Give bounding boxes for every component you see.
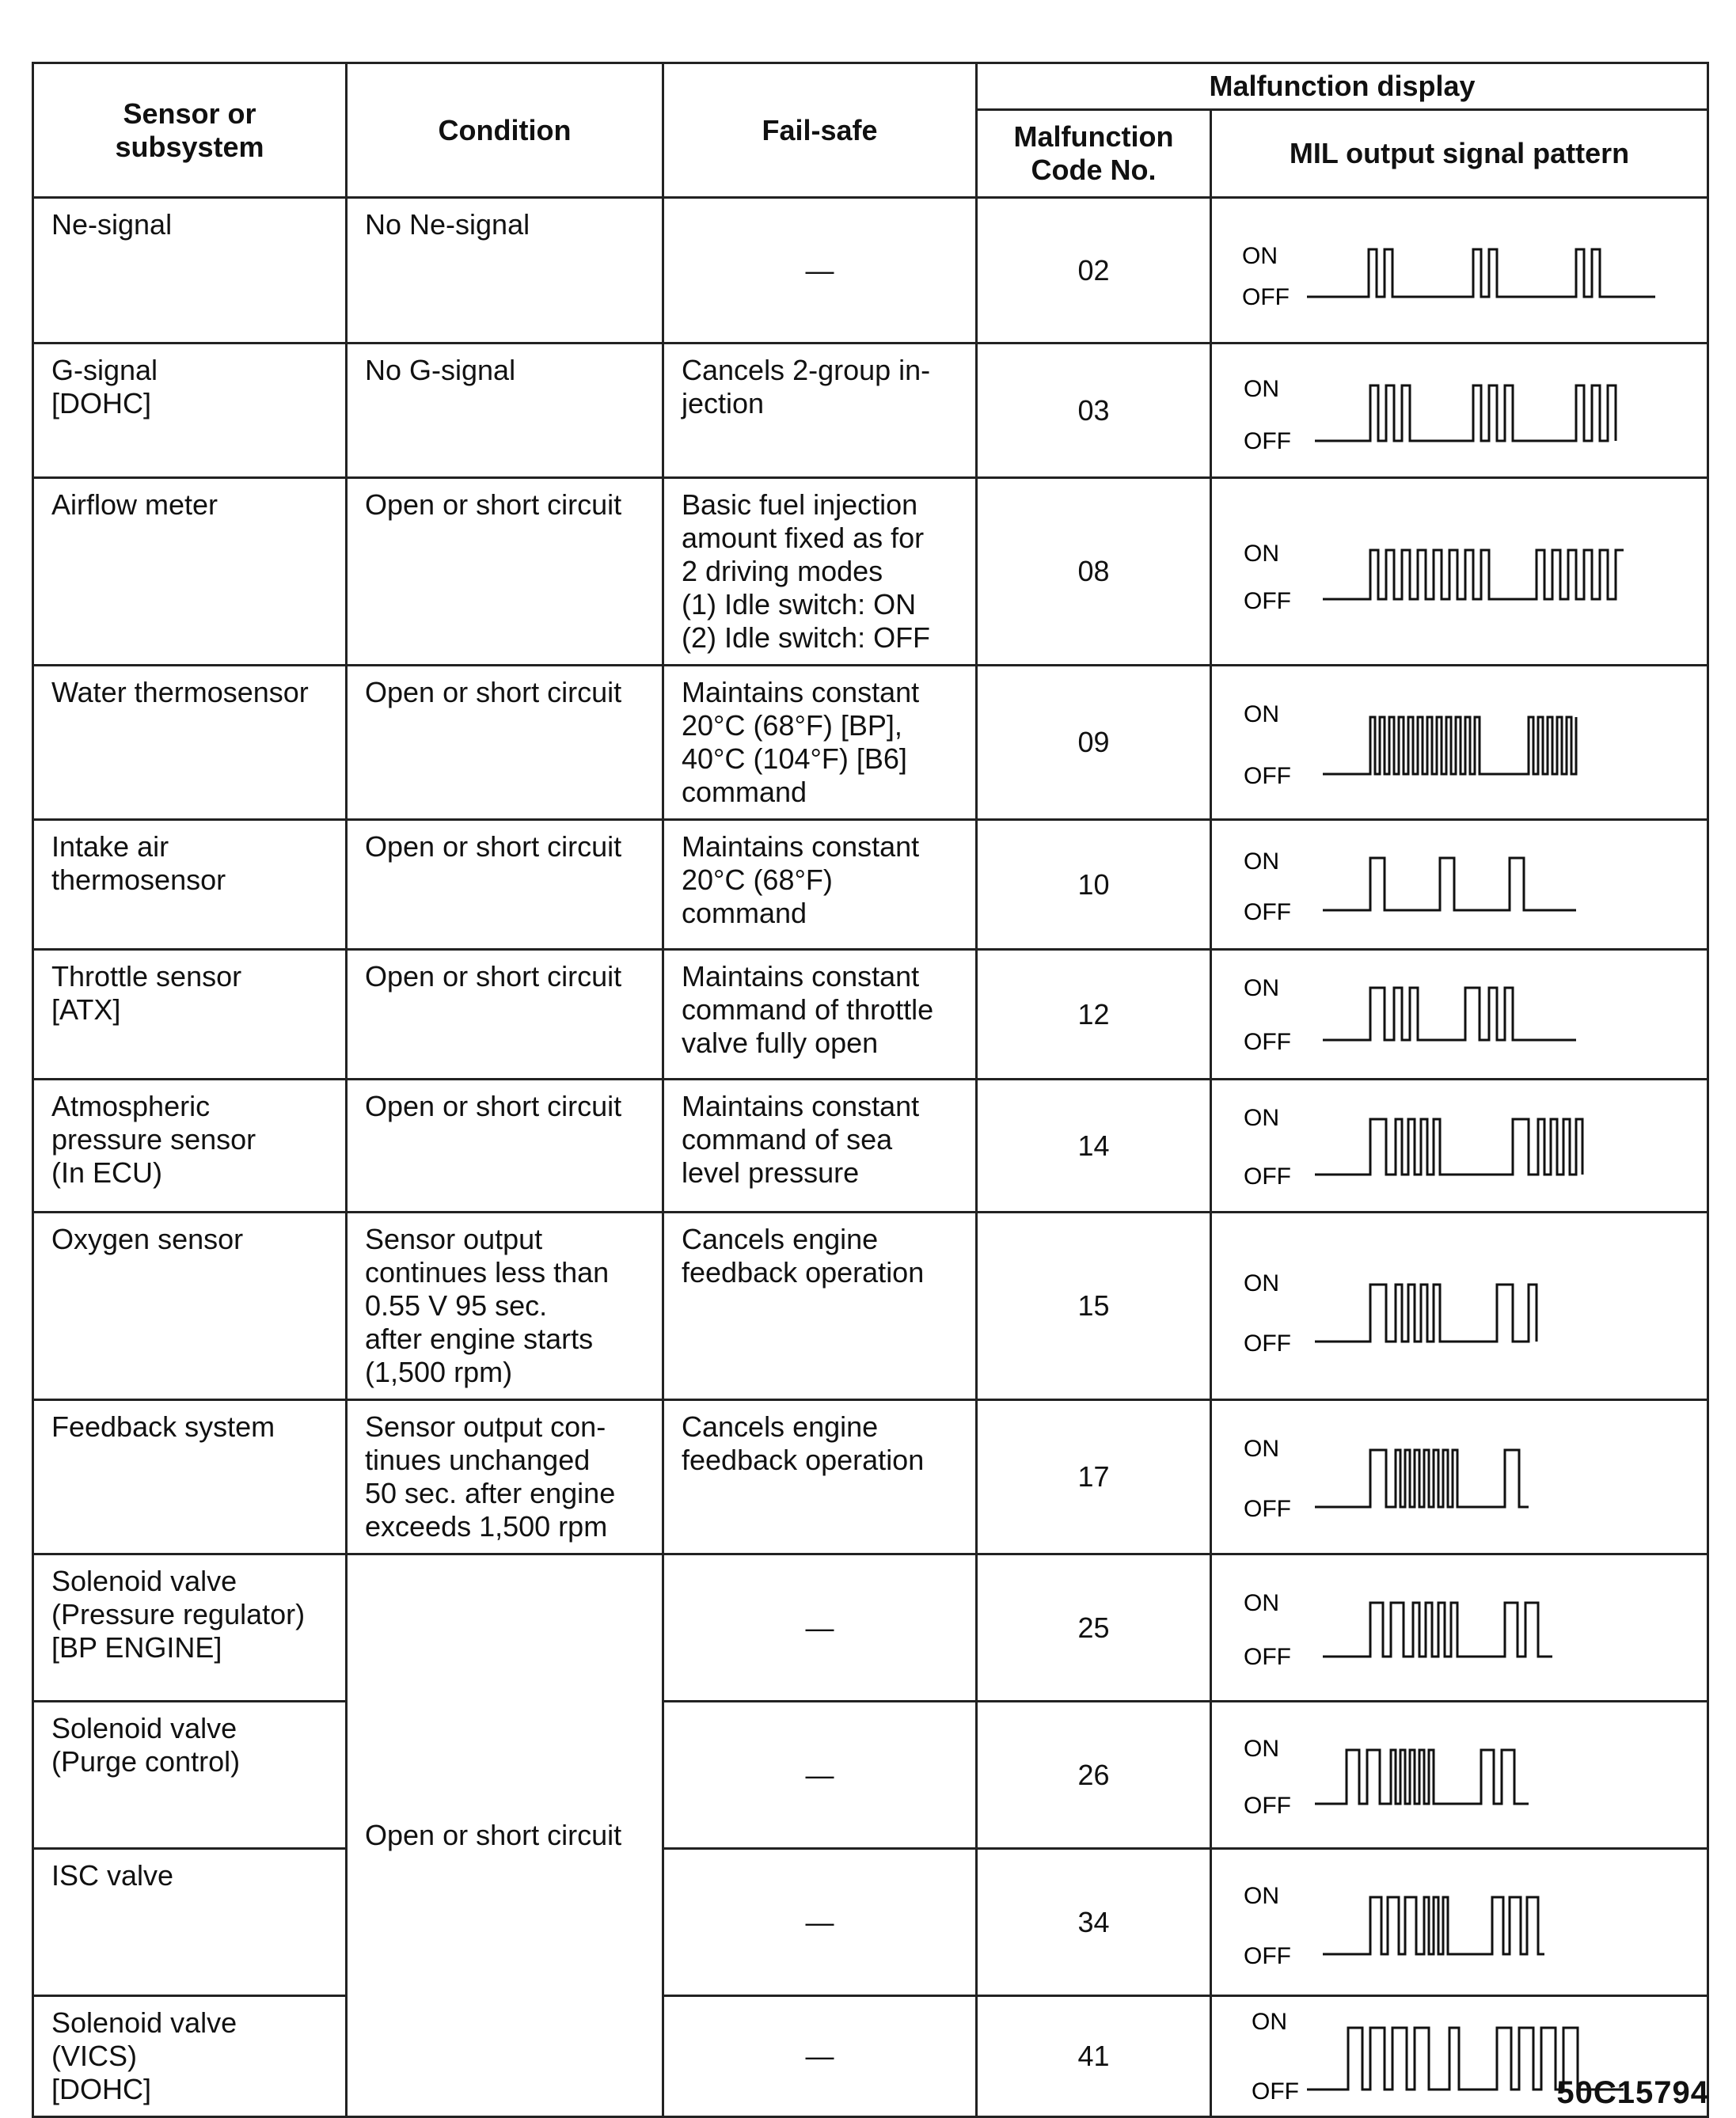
- on-label: ON: [1244, 1882, 1279, 1909]
- signal-pattern-17: [1212, 1404, 1703, 1550]
- waveform: [1323, 550, 1624, 599]
- signal-pattern-cell: [1211, 478, 1708, 666]
- on-label: ON: [1244, 1735, 1279, 1762]
- signal-pattern-cell: [1211, 1849, 1708, 1996]
- table-row: [33, 478, 1708, 666]
- signal-pattern-09: [1212, 671, 1703, 814]
- code-cell: 08: [977, 478, 1211, 666]
- malfunction-code-table: [32, 62, 1709, 2118]
- signal-pattern-cell: [1211, 1400, 1708, 1554]
- table-row: [33, 1702, 1708, 1849]
- sensor-cell: Throttle sensor [ATX]: [33, 950, 347, 1080]
- signal-pattern-cell: [1211, 1702, 1708, 1849]
- table-row: [33, 198, 1708, 344]
- off-label: OFF: [1244, 1496, 1291, 1522]
- signal-pattern-cell: [1211, 950, 1708, 1080]
- waveform: [1315, 1450, 1529, 1507]
- signal-pattern-cell: [1211, 198, 1708, 344]
- off-label: OFF: [1244, 1163, 1291, 1190]
- off-label: OFF: [1244, 1942, 1291, 1969]
- failsafe-cell: Maintains constant 20°C (68°F) command: [663, 820, 977, 950]
- failsafe-cell: Basic fuel injection amount fixed as for 2 driving modes (1) Idle switch: ON (2) Idle switch: OFF: [663, 478, 977, 666]
- signal-pattern-26: [1212, 1706, 1703, 1845]
- on-label: ON: [1244, 974, 1279, 1001]
- table-row: [33, 1554, 1708, 1702]
- waveform: [1315, 1119, 1582, 1175]
- code-cell: 15: [977, 1213, 1211, 1400]
- on-label: ON: [1242, 242, 1278, 269]
- waveform: [1315, 1750, 1529, 1804]
- condition-cell: Open or short circuit: [347, 820, 663, 950]
- condition-cell: Open or short circuit: [347, 666, 663, 820]
- sensor-cell: Airflow meter: [33, 478, 347, 666]
- sensor-cell: Water thermosensor: [33, 666, 347, 820]
- table-row: [33, 344, 1708, 478]
- on-label: ON: [1244, 541, 1279, 567]
- waveform: [1323, 1603, 1552, 1657]
- off-label: OFF: [1244, 427, 1291, 454]
- sensor-cell: Solenoid valve (Purge control): [33, 1702, 347, 1849]
- failsafe-cell: —: [663, 1849, 977, 1996]
- sensor-cell: ISC valve: [33, 1849, 347, 1996]
- header-malfunction-display: Malfunction display: [977, 63, 1708, 110]
- header-sensor: Sensor or subsystem: [33, 63, 347, 198]
- off-label: OFF: [1244, 1330, 1291, 1357]
- on-label: ON: [1244, 1270, 1279, 1296]
- condition-cell: Sensor output con- tinues unchanged 50 sec. after engine exceeds 1,500 rpm: [347, 1400, 663, 1554]
- sensor-cell: Solenoid valve (VICS) [DOHC]: [33, 1996, 347, 2117]
- header-condition: Condition: [347, 63, 663, 198]
- code-cell: 02: [977, 198, 1211, 344]
- code-cell: 41: [977, 1996, 1211, 2117]
- sensor-cell: Ne-signal: [33, 198, 347, 344]
- table-row: [33, 1080, 1708, 1213]
- table-row: [33, 1996, 1708, 2117]
- failsafe-cell: Cancels 2-group in- jection: [663, 344, 977, 478]
- condition-cell: No G-signal: [347, 344, 663, 478]
- condition-cell: Open or short circuit: [347, 950, 663, 1080]
- code-cell: 10: [977, 820, 1211, 950]
- on-label: ON: [1252, 2009, 1287, 2035]
- on-label: ON: [1244, 375, 1279, 402]
- code-cell: 14: [977, 1080, 1211, 1213]
- code-cell: 03: [977, 344, 1211, 478]
- signal-pattern-cell: [1211, 1080, 1708, 1213]
- signal-pattern-cell: [1211, 344, 1708, 478]
- failsafe-cell: —: [663, 1702, 977, 1849]
- off-label: OFF: [1244, 588, 1291, 614]
- signal-pattern-14: [1212, 1081, 1703, 1211]
- table-row: [33, 1213, 1708, 1400]
- condition-cell: Open or short circuit: [347, 478, 663, 666]
- waveform: [1315, 1285, 1537, 1342]
- off-label: OFF: [1244, 763, 1291, 789]
- waveform: [1323, 717, 1576, 774]
- signal-pattern-10: [1212, 822, 1703, 948]
- failsafe-cell: Maintains constant command of throttle valve fully open: [663, 950, 977, 1080]
- signal-pattern-03: [1212, 347, 1703, 474]
- table-row: [33, 1849, 1708, 1996]
- condition-cell: Sensor output continues less than 0.55 V 95 sec. after engine starts (1,500 rpm): [347, 1213, 663, 1400]
- failsafe-cell: —: [663, 198, 977, 344]
- waveform: [1323, 1897, 1544, 1954]
- sensor-cell: Feedback system: [33, 1400, 347, 1554]
- sensor-cell: G-signal [DOHC]: [33, 344, 347, 478]
- signal-pattern-cell: [1211, 820, 1708, 950]
- signal-pattern-cell: [1211, 1554, 1708, 1702]
- failsafe-cell: Maintains constant command of sea level pressure: [663, 1080, 977, 1213]
- signal-pattern-25: [1212, 1558, 1703, 1698]
- failsafe-cell: Maintains constant 20°C (68°F) [BP], 40°C (104°F) [B6] command: [663, 666, 977, 820]
- table-row: [33, 1400, 1708, 1554]
- code-cell: 12: [977, 950, 1211, 1080]
- on-label: ON: [1244, 1436, 1279, 1462]
- code-cell: 34: [977, 1849, 1211, 1996]
- off-label: OFF: [1244, 1028, 1291, 1055]
- condition-cell: No Ne-signal: [347, 198, 663, 344]
- sensor-cell: Oxygen sensor: [33, 1213, 347, 1400]
- code-cell: 26: [977, 1702, 1211, 1849]
- failsafe-cell: Cancels engine feedback operation: [663, 1400, 977, 1554]
- on-label: ON: [1244, 701, 1279, 727]
- signal-pattern-cell: [1211, 1213, 1708, 1400]
- code-cell: 17: [977, 1400, 1211, 1554]
- signal-pattern-cell: [1211, 666, 1708, 820]
- header-row-top: [33, 63, 1708, 110]
- sensor-cell: Intake air thermosensor: [33, 820, 347, 950]
- on-label: ON: [1244, 848, 1279, 875]
- signal-pattern-15: [1212, 1223, 1703, 1389]
- code-cell: 09: [977, 666, 1211, 820]
- sensor-cell: Atmospheric pressure sensor (In ECU): [33, 1080, 347, 1213]
- failsafe-cell: —: [663, 1554, 977, 1702]
- on-label: ON: [1244, 1104, 1279, 1131]
- sensor-cell: Solenoid valve (Pressure regulator) [BP ENGINE]: [33, 1554, 347, 1702]
- table-row: [33, 666, 1708, 820]
- signal-pattern-12: [1212, 951, 1703, 1078]
- header-code-no: Malfunction Code No.: [977, 110, 1211, 198]
- condition-cell: Open or short circuit: [347, 1080, 663, 1213]
- figure-id: 50C15794: [1556, 2075, 1709, 2110]
- off-label: OFF: [1252, 2078, 1299, 2105]
- failsafe-cell: Cancels engine feedback operation: [663, 1213, 977, 1400]
- waveform: [1323, 858, 1576, 910]
- waveform: [1315, 385, 1616, 441]
- off-label: OFF: [1244, 1643, 1291, 1670]
- failsafe-cell: —: [663, 1996, 977, 2117]
- table-row: [33, 950, 1708, 1080]
- signal-pattern-02: [1212, 203, 1703, 338]
- signal-pattern-08: [1212, 488, 1703, 655]
- header-failsafe: Fail-safe: [663, 63, 977, 198]
- signal-pattern-34: [1212, 1853, 1703, 1992]
- off-label: OFF: [1244, 1792, 1291, 1819]
- waveform: [1307, 249, 1655, 297]
- condition-cell-merged: Open or short circuit: [347, 1554, 663, 2117]
- table-row: [33, 820, 1708, 950]
- on-label: ON: [1244, 1589, 1279, 1616]
- header-mil-pattern: MIL output signal pattern: [1211, 110, 1708, 198]
- waveform: [1323, 988, 1576, 1040]
- off-label: OFF: [1244, 898, 1291, 925]
- code-cell: 25: [977, 1554, 1211, 1702]
- off-label: OFF: [1242, 283, 1290, 310]
